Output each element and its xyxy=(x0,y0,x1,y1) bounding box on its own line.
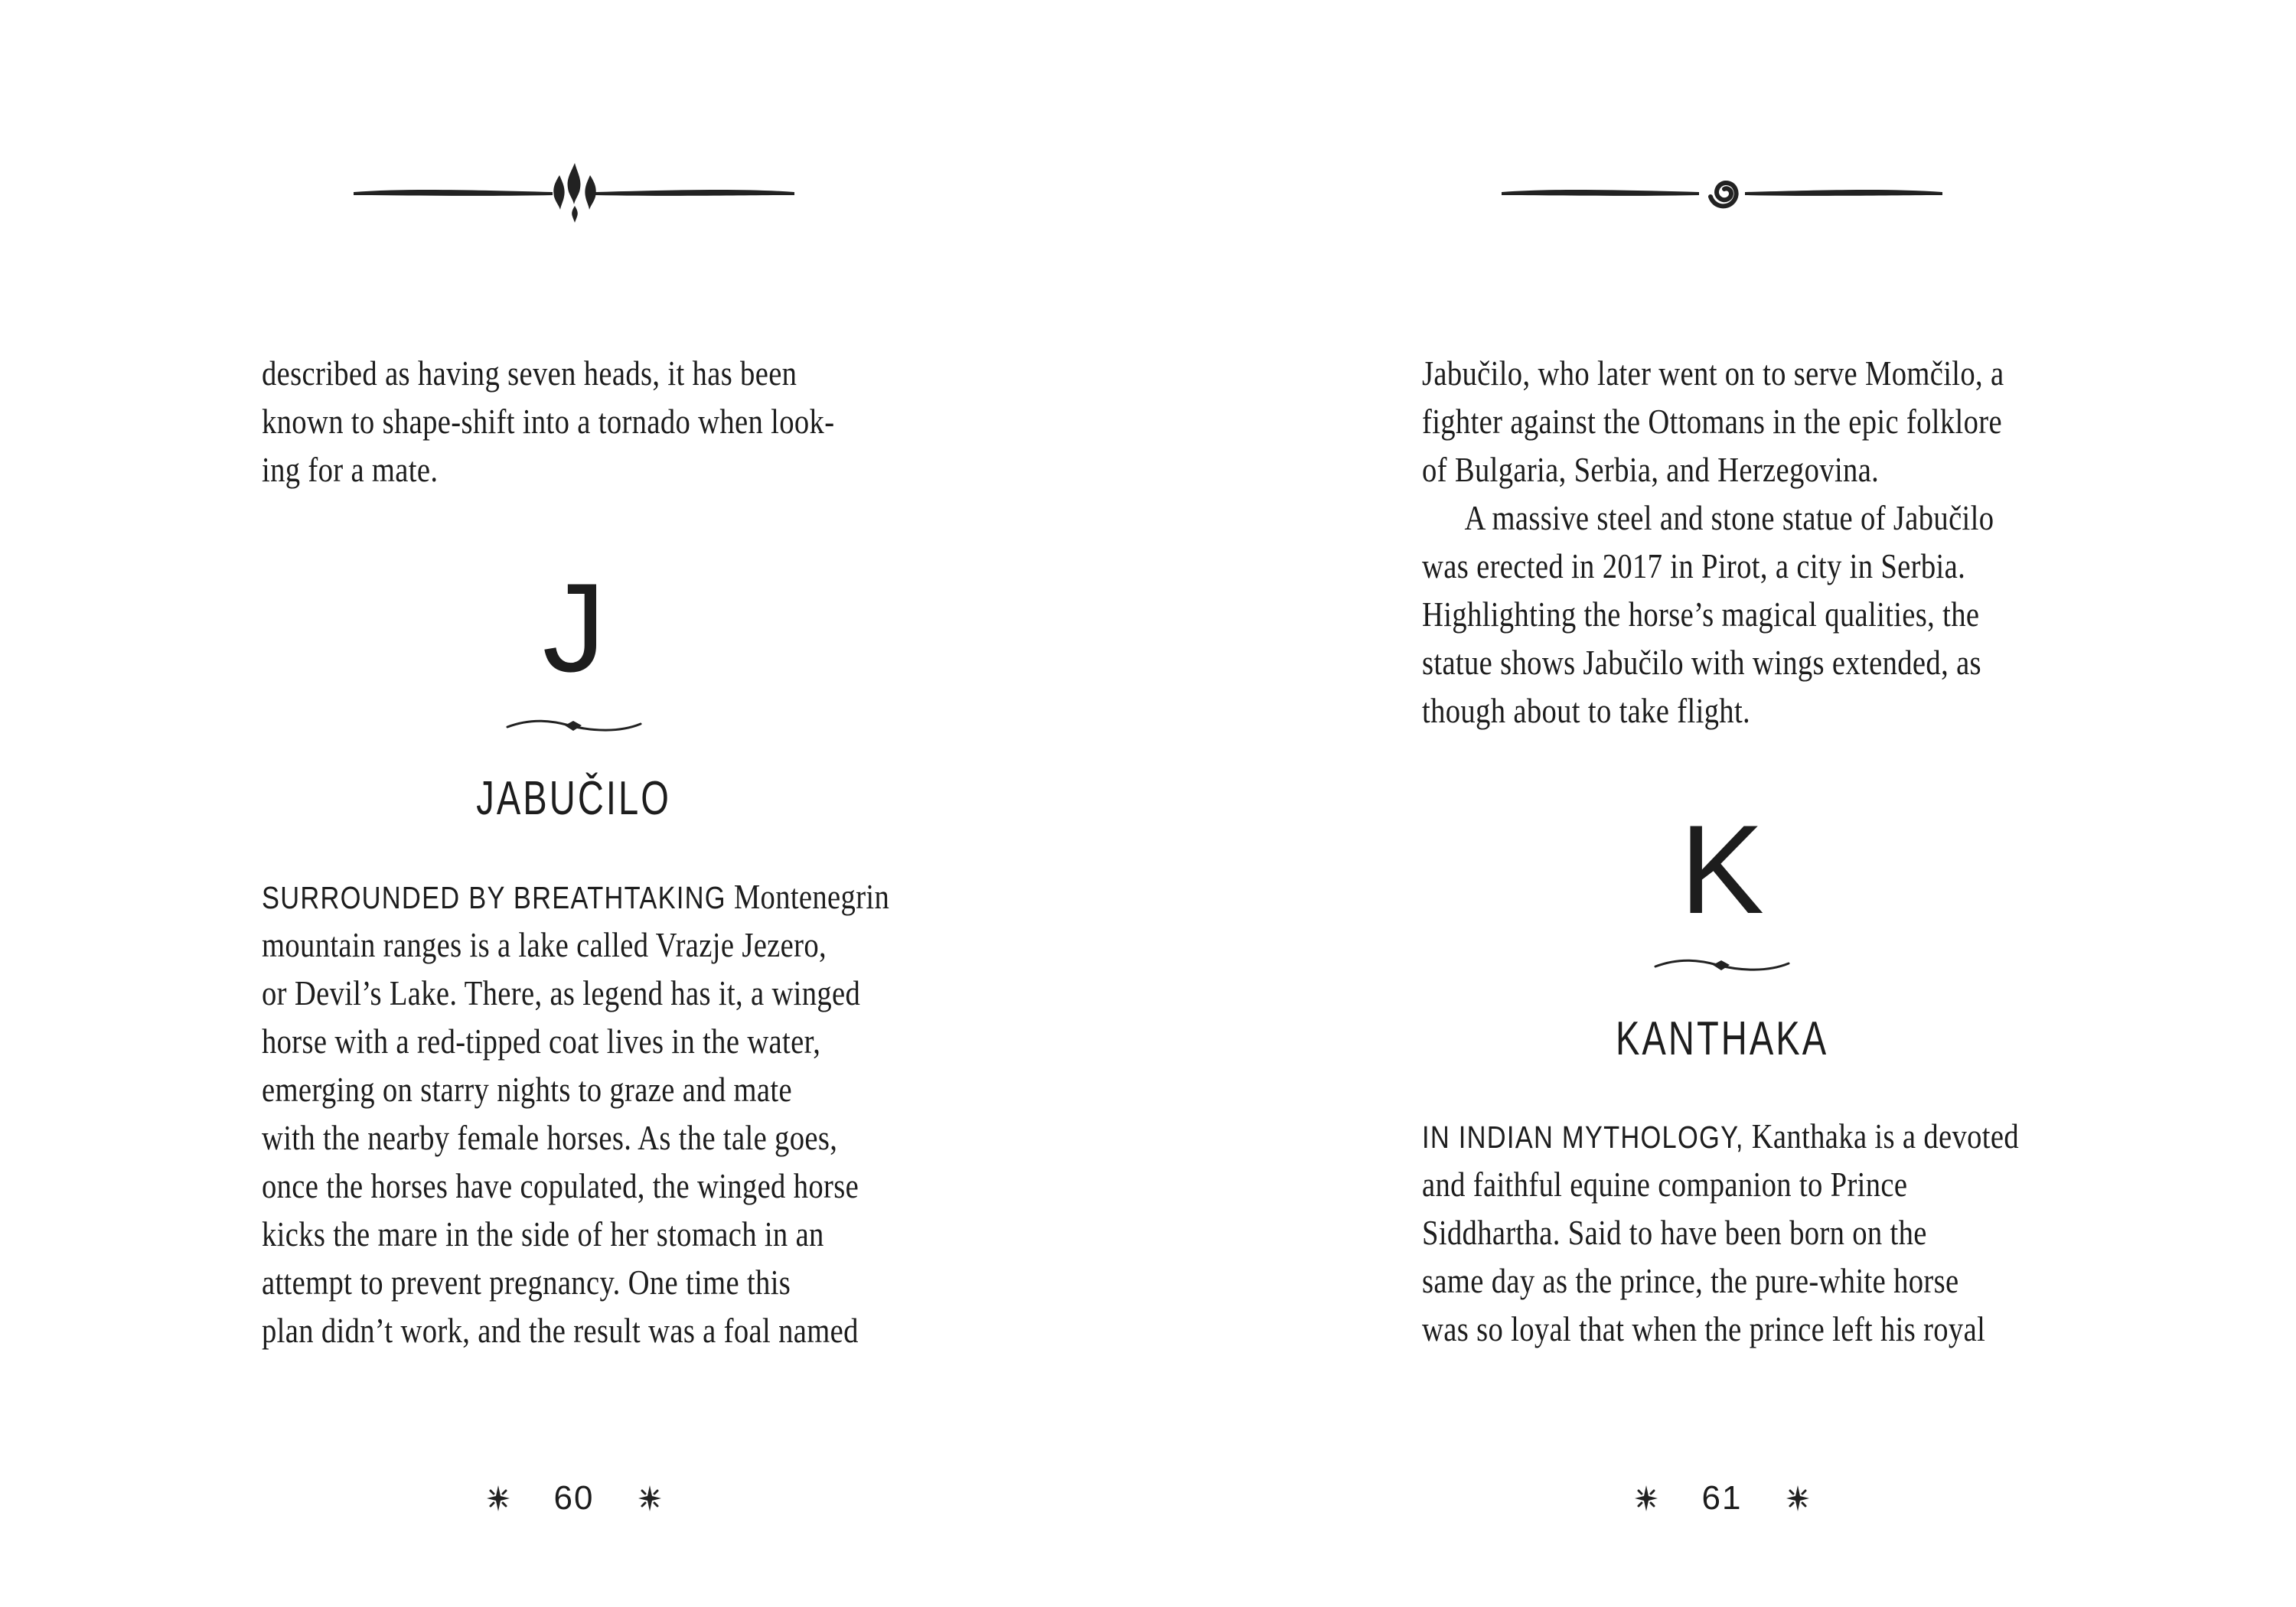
right-body-paragraph xyxy=(1422,1112,2020,1353)
left-page-footer xyxy=(262,1479,886,1517)
section-heading-text: KANTHAKA xyxy=(1615,1012,1829,1065)
dropcap-letter-k: K xyxy=(1679,799,1765,940)
text-line: with the nearby female horses. As the tale goes, xyxy=(262,1118,838,1157)
text-line: Siddhartha. Said to have been born on the xyxy=(1422,1213,1927,1252)
sparkle-star-icon xyxy=(485,1485,511,1511)
lead-in-caps: SURROUNDED BY BREATHTAKING xyxy=(262,880,726,915)
text-line: kicks the mare in the side of her stomach in an xyxy=(262,1214,824,1253)
left-body-paragraph xyxy=(262,872,890,1354)
text-line: known to shape-shift into a tornado when look- xyxy=(262,402,835,441)
right-page xyxy=(1422,0,2022,1607)
sparkle-star-icon xyxy=(1633,1485,1659,1511)
text-line: plan didn’t work, and the result was a foal named xyxy=(262,1311,859,1350)
flame-divider-icon xyxy=(352,157,796,226)
text-line: statue shows Jabučilo with wings extended, as xyxy=(1422,643,1981,682)
text-line: Jabučilo, who later went on to serve Momčilo, a xyxy=(1422,354,2004,393)
text-line: or Devil’s Lake. There, as legend has it, a winged xyxy=(262,973,861,1012)
text-line: fighter against the Ottomans in the epic folklore xyxy=(1422,402,2002,441)
section-heading-text: JABUČILO xyxy=(476,772,672,825)
text-line: emerging on starry nights to graze and mate xyxy=(262,1070,792,1109)
text-line: of Bulgaria, Serbia, and Herzegovina. xyxy=(1422,450,1880,489)
left-intro-paragraph xyxy=(262,349,835,494)
text-line: horse with a red-tipped coat lives in the water, xyxy=(262,1022,821,1061)
page-number: 61 xyxy=(1701,1479,1743,1517)
text-line: once the horses have copulated, the winged horse xyxy=(262,1166,859,1205)
lead-in-rest: Kanthaka is a devoted xyxy=(1743,1116,2020,1156)
text-line: was erected in 2017 in Pirot, a city in Serbia. xyxy=(1422,546,1966,585)
lead-in-caps: IN INDIAN MYTHOLOGY, xyxy=(1422,1120,1744,1155)
text-line: was so loyal that when the prince left his royal xyxy=(1422,1309,1986,1348)
text-line: mountain ranges is a lake called Vrazje Jezero, xyxy=(262,925,827,964)
text-line: described as having seven heads, it has been xyxy=(262,354,797,393)
text-line xyxy=(1422,1112,2020,1160)
lead-in-rest: Montenegrin xyxy=(726,877,890,916)
section-heading-kanthaka xyxy=(1422,1012,2022,1065)
text-line: and faithful equine companion to Prince xyxy=(1422,1165,1908,1204)
text-line: though about to take flight. xyxy=(1422,691,1751,730)
swash-flourish-icon xyxy=(505,712,643,742)
spiral-divider-icon xyxy=(1500,157,1944,226)
left-page xyxy=(262,0,890,1607)
page-number: 60 xyxy=(553,1479,595,1517)
text-line: A massive steel and stone statue of Jabučilo xyxy=(1464,498,1994,537)
right-page-footer xyxy=(1422,1479,2022,1517)
text-line: Highlighting the horse’s magical qualities, the xyxy=(1422,595,1980,634)
sparkle-star-icon xyxy=(637,1485,663,1511)
section-heading-jabucilo xyxy=(262,772,886,825)
text-line: attempt to prevent pregnancy. One time this xyxy=(262,1263,791,1302)
right-intro-paragraph xyxy=(1422,349,2004,735)
swash-flourish-icon xyxy=(1653,951,1791,981)
dropcap-letter-j: J xyxy=(542,557,606,698)
sparkle-star-icon xyxy=(1785,1485,1811,1511)
text-line: ing for a mate. xyxy=(262,450,439,489)
text-line: same day as the prince, the pure-white horse xyxy=(1422,1261,1959,1300)
text-line xyxy=(262,872,890,921)
